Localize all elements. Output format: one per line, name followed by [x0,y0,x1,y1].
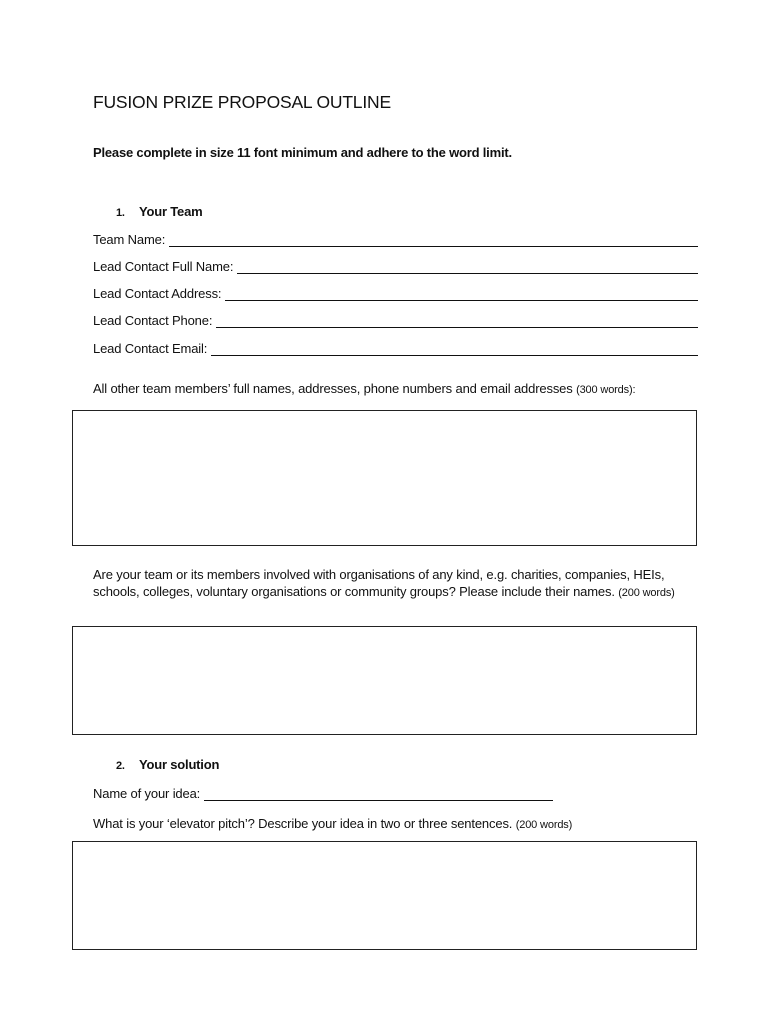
elevator-pitch-word-limit: (200 words) [515,819,573,831]
lead-contact-name-input[interactable] [237,259,698,274]
team-name-field[interactable] [93,230,698,248]
team-members-question-text: All other team members’ full names, addresses, phone numbers and email addresses [93,381,573,396]
organisations-question [93,567,683,601]
section-2-heading [116,757,219,772]
lead-contact-phone-input[interactable] [216,313,698,328]
team-name-input[interactable] [169,232,698,247]
lead-contact-email-label: Lead Contact Email: [93,341,208,356]
section-2-title: Your solution [139,757,220,772]
elevator-pitch-answer-box[interactable] [72,841,697,950]
lead-contact-phone-field[interactable] [93,311,698,329]
lead-contact-name-field[interactable] [93,257,698,275]
section-1-number: 1. [116,207,125,219]
lead-contact-email-field[interactable] [93,339,698,357]
idea-name-input[interactable] [204,786,553,801]
lead-contact-email-input[interactable] [211,341,698,356]
team-members-word-limit: (300 words): [576,384,636,396]
team-members-answer-box[interactable] [72,410,697,546]
lead-contact-phone-label: Lead Contact Phone: [93,313,213,328]
organisations-answer-box[interactable] [72,626,697,735]
elevator-pitch-question-text: What is your ‘elevator pitch’? Describe your idea in two or three sentences. [93,816,513,831]
lead-contact-address-label: Lead Contact Address: [93,286,222,301]
idea-name-label: Name of your idea: [93,786,201,801]
idea-name-field[interactable] [93,784,553,802]
organisations-question-text: Are your team or its members involved with organisations of any kind, e.g. charities, companies, HEIs, schools, colleges, voluntary organisations or community groups? Please include their names. [93,567,665,599]
team-name-label: Team Name: [93,232,166,247]
elevator-pitch-question [93,816,683,834]
section-1-title: Your Team [139,204,203,219]
instruction-text: Please complete in size 11 font minimum and adhere to the word limit. [93,145,512,160]
team-members-question [93,381,683,399]
lead-contact-address-input[interactable] [225,286,698,301]
organisations-word-limit: (200 words) [618,586,675,599]
page-title: FUSION PRIZE PROPOSAL OUTLINE [93,92,391,112]
lead-contact-address-field[interactable] [93,284,698,302]
section-1-heading [116,204,202,219]
lead-contact-name-label: Lead Contact Full Name: [93,259,234,274]
section-2-number: 2. [116,760,125,772]
